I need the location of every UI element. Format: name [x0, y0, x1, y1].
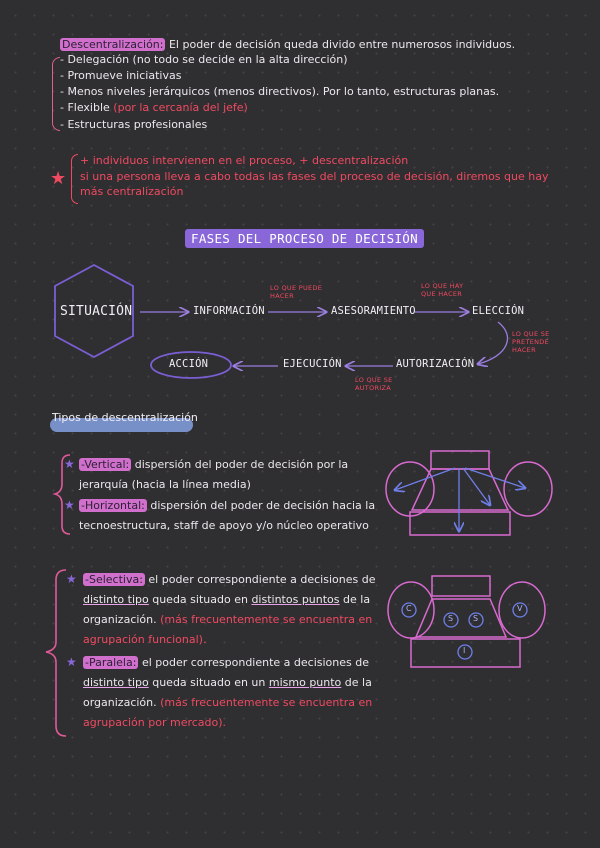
paralela-line-3	[83, 693, 383, 713]
paralela-l2-d: de la	[341, 676, 372, 689]
diagram1-arrow-left	[395, 468, 455, 490]
selectiva-line-4: agrupación funcional).	[83, 633, 207, 646]
paralela-block	[83, 653, 383, 733]
star-icon-selectiva: ★	[66, 572, 77, 586]
selectiva-distintos-puntos: distintos puntos	[251, 593, 340, 606]
bullet-4-text: - Flexible	[60, 101, 110, 114]
note-pretende-3: HACER	[512, 346, 536, 354]
note-puede	[270, 284, 322, 300]
paralela-text-1: el poder correspondiente a decisiones de	[138, 656, 370, 669]
horizontal-line-1	[79, 496, 379, 516]
note-pretende-1: LO QUE SE	[512, 330, 550, 338]
arrow-eleccion-autorizacion	[478, 322, 508, 364]
note-hay-2: QUE HACER	[421, 290, 463, 298]
vertical-block	[79, 455, 379, 495]
diagram1-top-box	[431, 451, 489, 469]
paralela-distinto-tipo: distinto tipo	[83, 676, 149, 689]
diagram1-trapezoid	[412, 469, 508, 510]
star-icon-horizontal: ★	[64, 498, 75, 512]
paralela-term: -Paralela:	[85, 656, 137, 669]
selectiva-term: -Selectiva:	[85, 573, 143, 586]
note-autoriza-1: LO QUE SE	[355, 376, 393, 384]
horizontal-term: -Horizontal:	[81, 499, 145, 512]
note-autoriza	[355, 376, 393, 392]
paralela-line-4: agrupación por mercado).	[83, 716, 227, 729]
diagram1-left-ellipse	[386, 462, 434, 516]
definition-text: El poder de decisión queda divido entre numerosos individuos.	[165, 38, 516, 51]
diagram2-s2-label: S	[473, 614, 479, 623]
paralela-line-2	[83, 673, 383, 693]
selectiva-line-3	[83, 610, 383, 630]
note-line-2: si una persona lleva a cabo todas las fases del proceso de decisión, diremos que hay más centralización	[80, 170, 549, 198]
paralela-line-1	[83, 653, 383, 673]
accion-label: ACCIÓN	[169, 358, 209, 370]
note-line-1: + individuos intervienen en el proceso, + descentralización	[80, 154, 409, 167]
selectiva-block	[83, 570, 383, 650]
vertical-line-1	[79, 455, 379, 475]
note-autoriza-2: AUTORIZA	[355, 384, 392, 392]
selectiva-text-1: el poder correspondiente a decisiones de	[144, 573, 376, 586]
bullet-1: - Delegación (no todo se decide en la alta dirección)	[60, 53, 348, 66]
term-descentralizacion: Descentralización:	[62, 38, 164, 51]
note-pretende-2: PRETENDE	[512, 338, 549, 346]
diagram1-arrow-right	[465, 468, 525, 488]
star-icon: ★	[50, 168, 67, 189]
star-icon-vertical: ★	[64, 457, 75, 471]
eleccion-label: ELECCIÓN	[472, 305, 525, 317]
vertical-text-1: dispersión del poder de decisión por la	[131, 458, 349, 471]
horizontal-block	[79, 496, 379, 536]
note-pretende	[512, 330, 550, 354]
diagram2-bottom-box	[411, 639, 520, 667]
diagram2-trapezoid	[416, 599, 506, 637]
selectiva-l2-d: de la	[339, 593, 371, 606]
paralela-l3-b: (más frecuentemente se encuentra en	[156, 696, 373, 709]
horizontal-line-2: tecnoestructura, staff de apoyo y/o núcleo operativo	[79, 519, 369, 532]
flexible-note: (por la cercanía del jefe)	[109, 101, 248, 114]
horizontal-text-1: dispersión del poder de decisión hacia la	[146, 499, 376, 512]
selectiva-l3-b: (más frecuentemente se encuentra en	[156, 613, 373, 626]
diagram2-i-label: I	[463, 646, 466, 655]
vertical-line-2: jerarquía (hacia la línea media)	[79, 478, 251, 491]
paralela-l3-a: organización.	[83, 696, 157, 709]
ejecucion-label: EJECUCIÓN	[283, 358, 342, 370]
selectiva-l3-a: organización.	[83, 613, 157, 626]
bullet-5: - Estructuras profesionales	[60, 118, 208, 131]
tipos-label: Tipos de descentralización	[52, 411, 198, 424]
tipos-brace-2	[46, 570, 66, 736]
autorizacion-label: AUTORIZACIÓN	[396, 358, 475, 370]
paralela-l2-b: queda situado en un	[148, 676, 269, 689]
diagram-selectiva-paralela	[388, 576, 545, 667]
paralela-mismo-punto: mismo punto	[268, 676, 342, 689]
diagram1-right-ellipse	[504, 462, 552, 516]
vertical-term: -Vertical:	[81, 458, 130, 471]
diagram1-arrow-down-right	[463, 468, 490, 505]
star-icon-paralela: ★	[66, 655, 77, 669]
diagram2-top-box	[432, 576, 490, 596]
diagram2-c-label: C	[406, 604, 412, 613]
bullet-3: - Menos niveles jerárquicos (menos directivos). Por lo tanto, estructuras planas.	[60, 85, 500, 98]
asesoramiento-label: ASESORAMIENTO	[331, 305, 416, 317]
bullet-2: - Promueve iniciativas	[60, 69, 182, 82]
diagram2-v-label: V	[517, 604, 523, 613]
note-puede-1: LO QUE PUEDE	[270, 284, 323, 292]
diagram2-s1-label: S	[448, 614, 454, 623]
selectiva-l2-b: queda situado en	[148, 593, 252, 606]
selectiva-line-2	[83, 590, 383, 610]
note-puede-2: HACER	[270, 292, 294, 300]
selectiva-distinto-tipo: distinto tipo	[83, 593, 149, 606]
diagram1-bottom-box	[410, 512, 510, 535]
informacion-label: INFORMACIÓN	[193, 305, 265, 317]
note-hay-1: LO QUE HAY	[421, 282, 464, 290]
selectiva-line-1	[83, 570, 383, 590]
note-hay	[421, 282, 463, 298]
diagram-vertical-horizontal	[386, 451, 552, 535]
phases-title: FASES DEL PROCESO DE DECISIÓN	[185, 229, 424, 248]
situacion-label: SITUACIÓN	[60, 304, 133, 319]
